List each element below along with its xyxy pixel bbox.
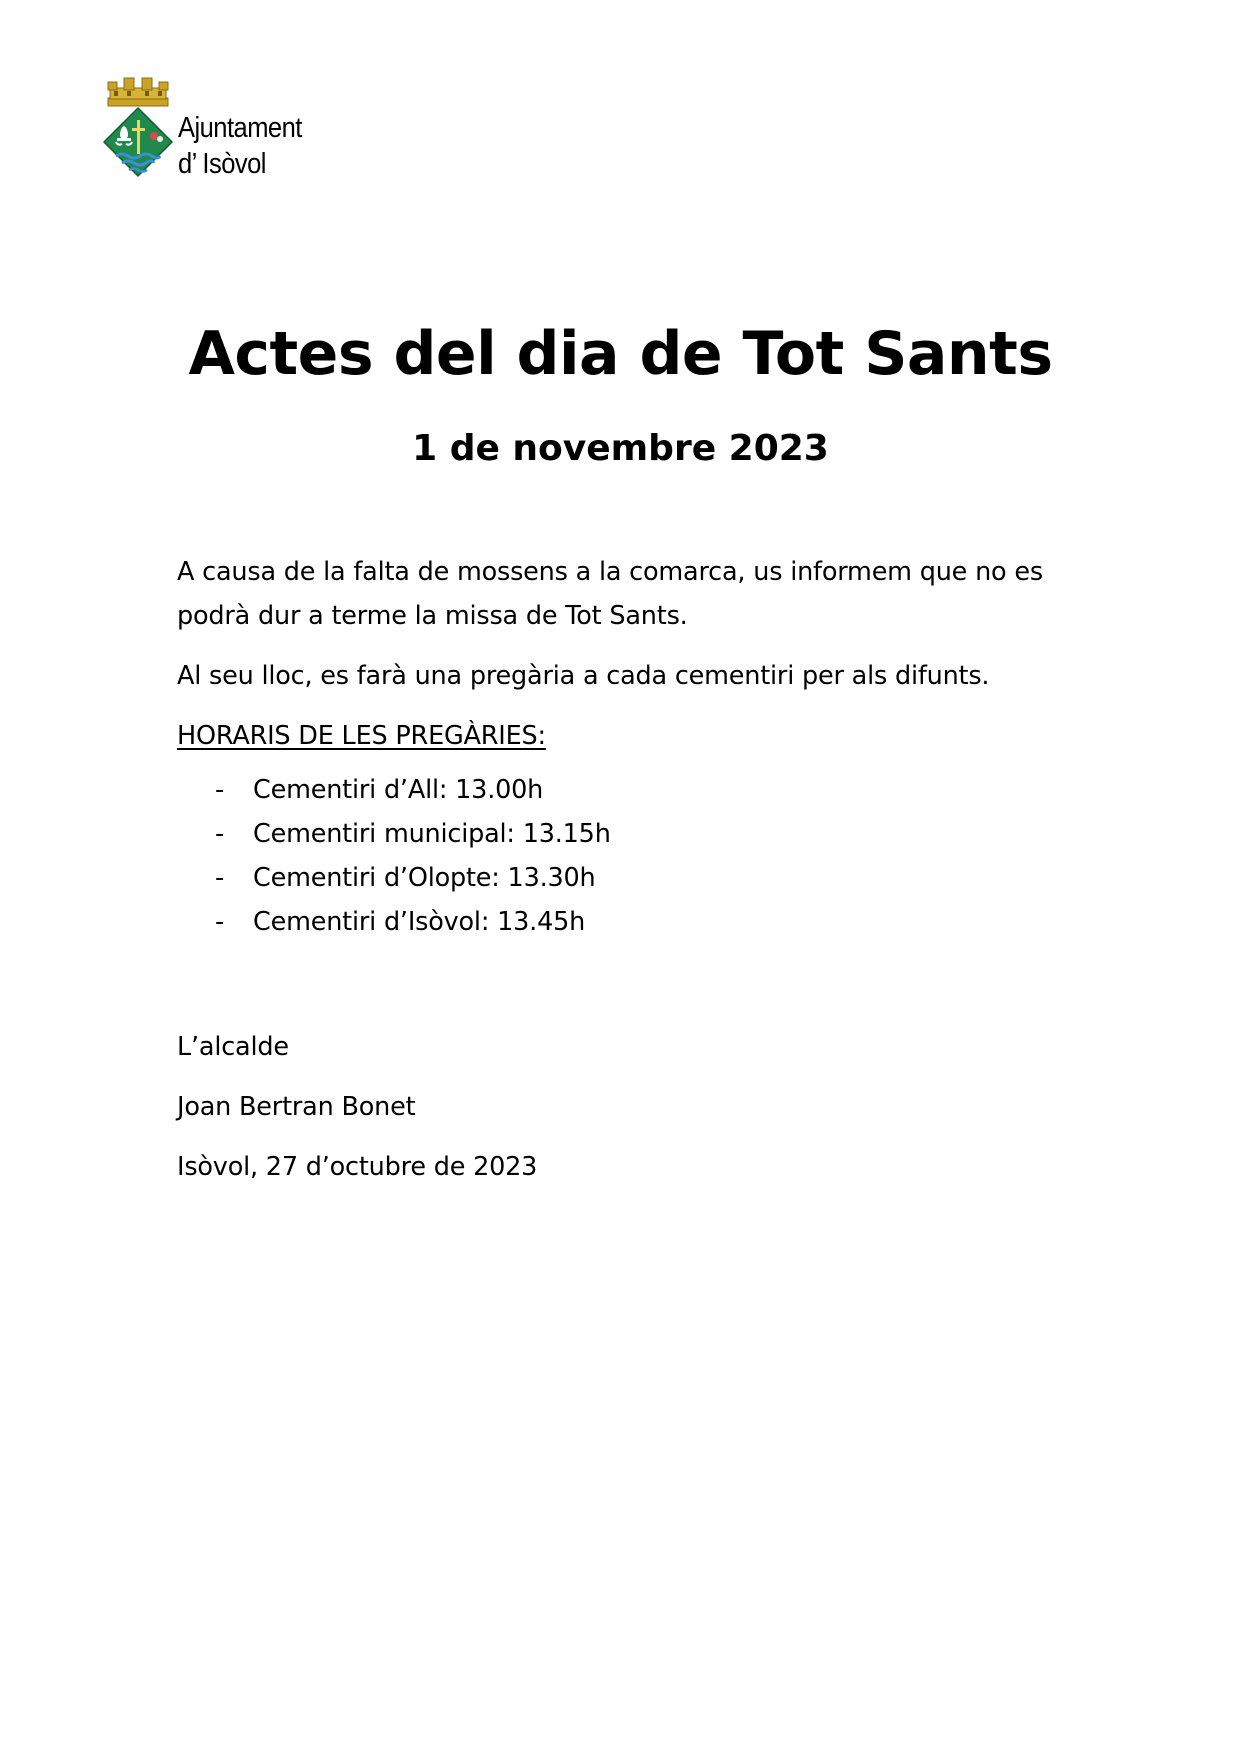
schedule-item-text: Cementiri d’Isòvol: 13.45h bbox=[253, 907, 586, 937]
paragraph-notice: A causa de la falta de mossens a la comarca, us informem que no es podrà dur a terme la missa de Tot Sants. bbox=[177, 557, 1043, 631]
list-item bbox=[177, 768, 1077, 812]
municipal-coat-of-arms-icon bbox=[100, 76, 176, 184]
list-item bbox=[177, 812, 1077, 856]
schedule-item-text: Cementiri d’Olopte: 13.30h bbox=[253, 863, 596, 893]
letterhead bbox=[100, 76, 400, 186]
schedule-list bbox=[177, 768, 1077, 944]
organization-name bbox=[178, 110, 302, 182]
organization-name-line-1: Ajuntament bbox=[178, 112, 302, 144]
list-marker: - bbox=[215, 907, 225, 937]
paragraph-alternative: Al seu lloc, es farà una pregària a cada cementiri per als difunts. bbox=[177, 661, 990, 691]
signatory-name: Joan Bertran Bonet bbox=[177, 1092, 416, 1122]
list-marker: - bbox=[215, 819, 225, 849]
list-item bbox=[177, 900, 1077, 944]
signatory-role: L’alcalde bbox=[177, 1032, 289, 1062]
list-item bbox=[177, 856, 1077, 900]
document-date: 1 de novembre 2023 bbox=[412, 428, 829, 469]
list-marker: - bbox=[215, 775, 225, 805]
schedule-item-text: Cementiri d’All: 13.00h bbox=[253, 775, 544, 805]
document-body bbox=[177, 550, 1077, 944]
list-marker: - bbox=[215, 863, 225, 893]
schedule-item-text: Cementiri municipal: 13.15h bbox=[253, 819, 611, 849]
signature-block bbox=[177, 1025, 537, 1205]
place-and-date: Isòvol, 27 d’octubre de 2023 bbox=[177, 1152, 538, 1182]
schedule-heading: HORARIS DE LES PREGÀRIES: bbox=[177, 721, 546, 751]
organization-name-line-2: d’ Isòvol bbox=[178, 148, 266, 180]
document-title: Actes del dia de Tot Sants bbox=[188, 319, 1053, 389]
